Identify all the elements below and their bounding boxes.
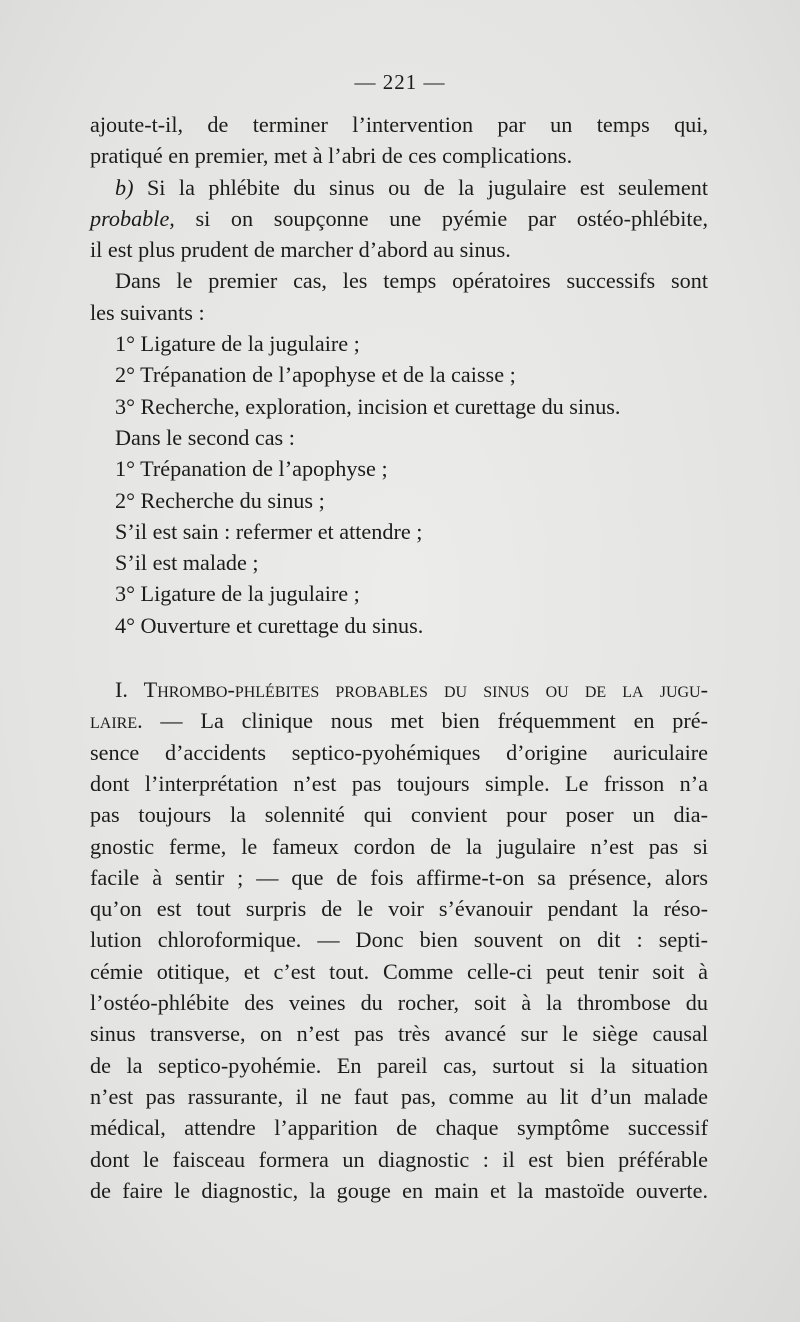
- section-gap: [90, 641, 708, 674]
- section-heading: I. Thrombo-phlébites probables du sinus ou de la jugu-: [115, 677, 708, 703]
- text-span: La clinique nous met bien fréquemment en pré-: [200, 708, 708, 734]
- text-line: dont le faisceau formera un diagnostic : il est bien préférable: [90, 1146, 708, 1172]
- list-item: 2° Recherche du sinus ;: [115, 487, 325, 513]
- text-line: [90, 203, 708, 234]
- section-heading-end: laire. —: [90, 708, 183, 734]
- text-line: [90, 705, 708, 736]
- list-item: 2° Trépanation de l’apophyse et de la caisse ;: [115, 362, 516, 388]
- list-item: 1° Ligature de la jugulaire ;: [115, 331, 360, 357]
- text-line: lution chloroformique. — Donc bien souvent on dit : septi-: [90, 927, 708, 953]
- text-line: facile à sentir ; — que de fois affirme-t-on sa présence, alors: [90, 864, 708, 890]
- text-line: gnostic ferme, le fameux cordon de la jugulaire n’est pas si: [90, 833, 708, 859]
- text-line: il est plus prudent de marcher d’abord au sinus.: [90, 237, 511, 263]
- text-line: sinus transverse, on n’est pas très avancé sur le siège causal: [90, 1021, 708, 1047]
- text-line: les suivants :: [90, 299, 205, 325]
- text-line: dont l’interprétation n’est pas toujours simple. Le frisson n’a: [90, 770, 708, 796]
- text-line: sence d’accidents septico-pyohémiques d’origine auriculaire: [90, 739, 708, 765]
- item-label: b): [115, 174, 134, 200]
- text-line: médical, attendre l’apparition de chaque symptôme successif: [90, 1115, 708, 1141]
- text-line: pas toujours la solennité qui convient pour poser un dia-: [90, 802, 708, 828]
- list-item: S’il est sain : refermer et attendre ;: [115, 518, 423, 544]
- body-text: [90, 109, 708, 1206]
- text-line: n’est pas rassurante, il ne faut pas, comme au lit d’un malade: [90, 1083, 708, 1109]
- emphasis: probable,: [90, 205, 175, 231]
- text-line: Dans le premier cas, les temps opératoires successifs sont: [115, 268, 708, 294]
- list-item: 3° Recherche, exploration, incision et curettage du sinus.: [115, 393, 621, 419]
- page-number: — 221 —: [354, 70, 446, 94]
- list-item: 3° Ligature de la jugulaire ;: [115, 581, 360, 607]
- text-line: Dans le second cas :: [115, 424, 295, 450]
- text-line: l’ostéo-phlébite des veines du rocher, soit à la thrombose du: [90, 990, 708, 1016]
- text-span: Si la phlébite du sinus ou de la jugulaire est seulement: [146, 174, 708, 200]
- text-line: [90, 172, 708, 203]
- text-span: si on soupçonne une pyémie par ostéo-phlébite,: [195, 205, 708, 231]
- text-line: de la septico-pyohémie. En pareil cas, surtout si la situation: [90, 1052, 708, 1078]
- list-item: S’il est malade ;: [115, 550, 259, 576]
- text-line: de faire le diagnostic, la gouge en main et la mastoïde ouverte.: [90, 1177, 708, 1203]
- list-item: 4° Ouverture et curettage du sinus.: [115, 612, 424, 638]
- text-line: cémie otitique, et c’est tout. Comme celle-ci peut tenir soit à: [90, 958, 708, 984]
- text-line: pratiqué en premier, met à l’abri de ces complications.: [90, 143, 573, 169]
- list-item: 1° Trépanation de l’apophyse ;: [115, 456, 388, 482]
- text-line: ajoute-t-il, de terminer l’intervention par un temps qui,: [90, 112, 708, 137]
- text-line: qu’on est tout surpris de le voir s’évanouir pendant la réso-: [90, 896, 708, 922]
